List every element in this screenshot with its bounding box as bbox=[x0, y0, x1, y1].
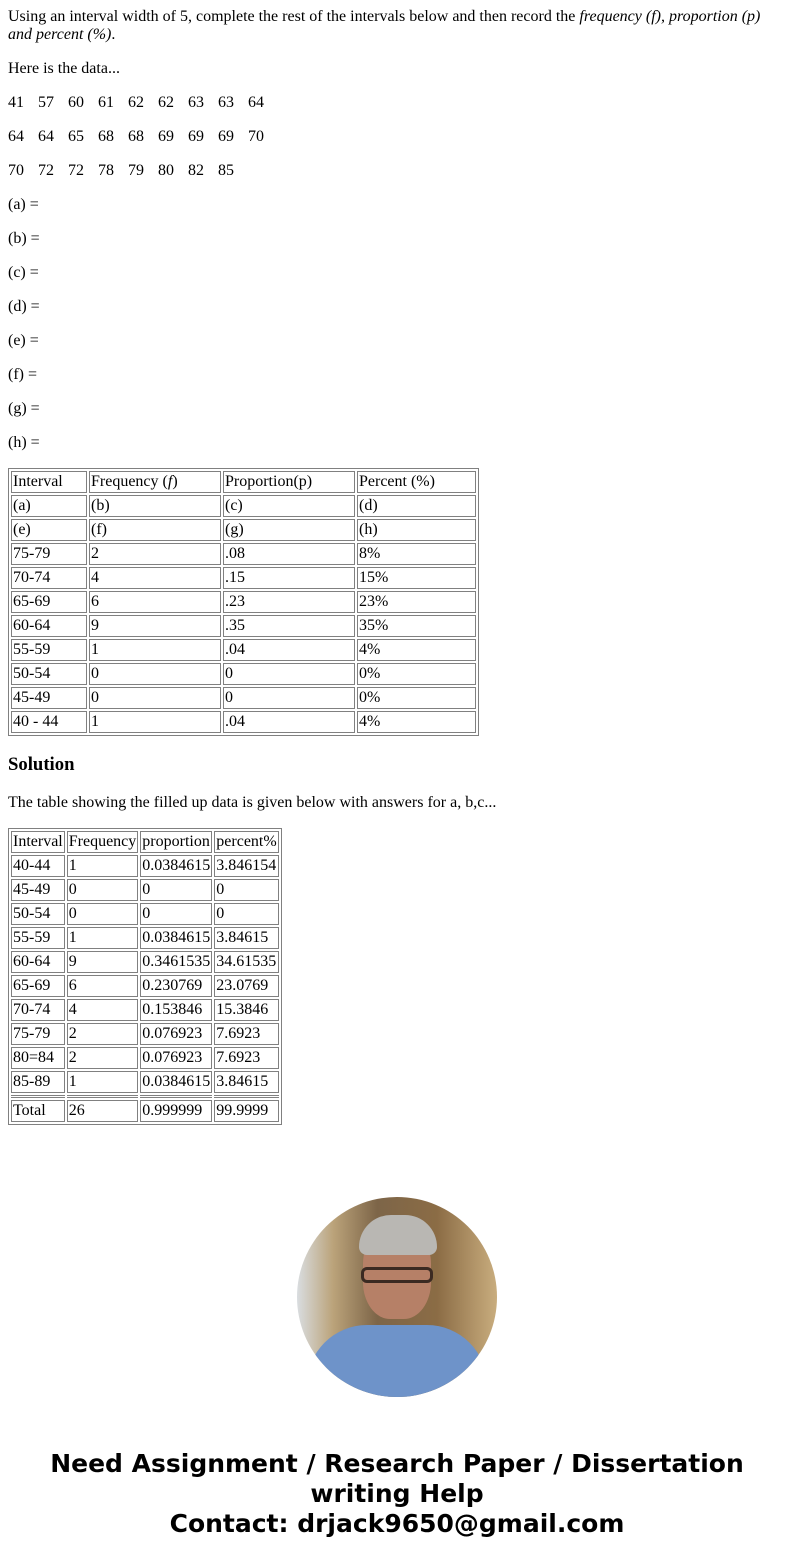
table-cell: .35 bbox=[223, 615, 355, 637]
solution-table bbox=[8, 828, 282, 1125]
table-cell: 4% bbox=[357, 711, 476, 733]
table-cell: 50-54 bbox=[11, 903, 65, 925]
table-row bbox=[11, 687, 476, 709]
table-cell: 55-59 bbox=[11, 927, 65, 949]
table-cell: 7.6923 bbox=[214, 1047, 278, 1069]
table-row bbox=[11, 1071, 279, 1093]
data-value: 62 bbox=[158, 94, 174, 111]
contact-email: Contact: drjack9650@gmail.com bbox=[169, 1509, 625, 1538]
table-cell: 40-44 bbox=[11, 855, 65, 877]
table-cell: 70-74 bbox=[11, 999, 65, 1021]
data-value: 69 bbox=[188, 128, 204, 145]
data-row bbox=[8, 162, 786, 180]
table-cell: percent% bbox=[214, 831, 278, 853]
table-cell: 45-49 bbox=[11, 879, 65, 901]
table-cell: 1 bbox=[67, 855, 139, 877]
table-cell: 60-64 bbox=[11, 951, 65, 973]
table-cell: 4 bbox=[89, 567, 221, 589]
table-row bbox=[11, 975, 279, 997]
table-cell: (a) bbox=[11, 495, 87, 517]
table-cell: (e) bbox=[11, 519, 87, 541]
table-cell: (c) bbox=[223, 495, 355, 517]
table-cell: Interval bbox=[11, 471, 87, 493]
answer-blank: (g) = bbox=[8, 400, 40, 417]
table-cell: Total bbox=[11, 1100, 65, 1122]
table-cell: Frequency bbox=[67, 831, 139, 853]
table-cell: 15.3846 bbox=[214, 999, 278, 1021]
table-cell: 0.999999 bbox=[140, 1100, 212, 1122]
table-cell: 0% bbox=[357, 687, 476, 709]
data-value: 63 bbox=[188, 94, 204, 111]
table-cell: 3.84615 bbox=[214, 927, 278, 949]
table-cell: 0 bbox=[214, 879, 278, 901]
table-cell: 23% bbox=[357, 591, 476, 613]
data-value: 64 bbox=[38, 128, 54, 145]
data-value: 68 bbox=[98, 128, 114, 145]
table-cell: (g) bbox=[223, 519, 355, 541]
table-cell: 0.153846 bbox=[140, 999, 212, 1021]
data-value: 78 bbox=[98, 162, 114, 179]
table-cell: 80=84 bbox=[11, 1047, 65, 1069]
table-row bbox=[11, 639, 476, 661]
table-cell: 99.9999 bbox=[214, 1100, 278, 1122]
table-cell: 35% bbox=[357, 615, 476, 637]
table-cell: 0.0384615 bbox=[140, 927, 212, 949]
data-value: 64 bbox=[248, 94, 264, 111]
data-value: 72 bbox=[68, 162, 84, 179]
table-cell: 2 bbox=[67, 1047, 139, 1069]
table-cell: 1 bbox=[89, 639, 221, 661]
table-cell: 0.230769 bbox=[140, 975, 212, 997]
table-row bbox=[11, 543, 476, 565]
data-value: 41 bbox=[8, 94, 24, 111]
table-cell: 8% bbox=[357, 543, 476, 565]
question-table bbox=[8, 468, 479, 736]
data-row bbox=[8, 128, 786, 146]
solution-heading: Solution bbox=[8, 754, 75, 775]
data-label: Here is the data... bbox=[8, 60, 120, 77]
table-row bbox=[11, 855, 279, 877]
table-cell: 0 bbox=[223, 663, 355, 685]
table-cell: 75-79 bbox=[11, 1023, 65, 1045]
table-row bbox=[11, 1023, 279, 1045]
table-cell: 75-79 bbox=[11, 543, 87, 565]
table-cell: 15% bbox=[357, 567, 476, 589]
table-cell: (f) bbox=[89, 519, 221, 541]
data-value: 63 bbox=[218, 94, 234, 111]
table-cell: 1 bbox=[67, 1071, 139, 1093]
table-cell: 50-54 bbox=[11, 663, 87, 685]
answer-blank: (f) = bbox=[8, 366, 38, 383]
data-value: 68 bbox=[128, 128, 144, 145]
table-cell: 6 bbox=[67, 975, 139, 997]
table-cell: 26 bbox=[67, 1100, 139, 1122]
table-cell: .04 bbox=[223, 711, 355, 733]
data-value: 62 bbox=[128, 94, 144, 111]
table-cell: 65-69 bbox=[11, 975, 65, 997]
solution-text: The table showing the filled up data is given below with answers for a, b,c... bbox=[8, 794, 497, 811]
table-row bbox=[11, 951, 279, 973]
table-cell: Frequency (f) bbox=[89, 471, 221, 493]
table-cell: 4 bbox=[67, 999, 139, 1021]
table-cell: 40 - 44 bbox=[11, 711, 87, 733]
table-row bbox=[11, 1100, 279, 1122]
data-value: 79 bbox=[128, 162, 144, 179]
table-row bbox=[11, 495, 476, 517]
table-row bbox=[11, 711, 476, 733]
table-cell: 0 bbox=[140, 879, 212, 901]
table-row bbox=[11, 471, 476, 493]
table-cell: 70-74 bbox=[11, 567, 87, 589]
table-row bbox=[11, 591, 476, 613]
table-cell: 85-89 bbox=[11, 1071, 65, 1093]
data-value: 57 bbox=[38, 94, 54, 111]
table-row bbox=[11, 999, 279, 1021]
table-cell: 0.076923 bbox=[140, 1023, 212, 1045]
table-cell: (h) bbox=[357, 519, 476, 541]
table-cell: 0.0384615 bbox=[140, 1071, 212, 1093]
data-value: 65 bbox=[68, 128, 84, 145]
data-value: 70 bbox=[248, 128, 264, 145]
table-cell: Proportion(p) bbox=[223, 471, 355, 493]
data-value: 85 bbox=[218, 162, 234, 179]
table-cell: 0 bbox=[89, 687, 221, 709]
table-row bbox=[11, 879, 279, 901]
table-cell: 9 bbox=[67, 951, 139, 973]
table-cell: Interval bbox=[11, 831, 65, 853]
data-value: 69 bbox=[158, 128, 174, 145]
table-cell: 1 bbox=[89, 711, 221, 733]
table-cell: 23.0769 bbox=[214, 975, 278, 997]
data-value: 80 bbox=[158, 162, 174, 179]
table-row bbox=[11, 519, 476, 541]
table-cell: (d) bbox=[357, 495, 476, 517]
table-cell: 0 bbox=[223, 687, 355, 709]
table-cell: Percent (%) bbox=[357, 471, 476, 493]
table-cell: 60-64 bbox=[11, 615, 87, 637]
table-cell: 0.3461535 bbox=[140, 951, 212, 973]
footer-banner: Need Assignment / Research Paper / Dissertation writing Help Contact: drjack9650@gmail.com bbox=[8, 1449, 786, 1539]
table-row bbox=[11, 1047, 279, 1069]
total-separator bbox=[11, 1095, 279, 1098]
data-value: 60 bbox=[68, 94, 84, 111]
table-cell: 0% bbox=[357, 663, 476, 685]
data-value: 72 bbox=[38, 162, 54, 179]
answer-blank: (b) = bbox=[8, 230, 40, 247]
answer-blank: (a) = bbox=[8, 196, 39, 213]
data-value: 70 bbox=[8, 162, 24, 179]
table-cell: 6 bbox=[89, 591, 221, 613]
table-cell: 7.6923 bbox=[214, 1023, 278, 1045]
data-row bbox=[8, 94, 786, 112]
table-cell: .23 bbox=[223, 591, 355, 613]
answer-blank: (e) = bbox=[8, 332, 39, 349]
table-cell: 2 bbox=[67, 1023, 139, 1045]
table-cell: .04 bbox=[223, 639, 355, 661]
table-cell: 3.846154 bbox=[214, 855, 278, 877]
table-cell: 0 bbox=[214, 903, 278, 925]
table-cell: 34.61535 bbox=[214, 951, 278, 973]
answer-blank: (c) = bbox=[8, 264, 39, 281]
author-avatar bbox=[297, 1197, 497, 1397]
table-row bbox=[11, 615, 476, 637]
table-row bbox=[11, 927, 279, 949]
table-cell: 4% bbox=[357, 639, 476, 661]
table-cell: 2 bbox=[89, 543, 221, 565]
data-value: 69 bbox=[218, 128, 234, 145]
table-row bbox=[11, 567, 476, 589]
table-cell: 55-59 bbox=[11, 639, 87, 661]
table-cell: 1 bbox=[67, 927, 139, 949]
table-cell: 0 bbox=[67, 879, 139, 901]
table-cell: 0.0384615 bbox=[140, 855, 212, 877]
table-cell: 0 bbox=[140, 903, 212, 925]
table-cell: 65-69 bbox=[11, 591, 87, 613]
table-cell: 9 bbox=[89, 615, 221, 637]
table-cell: proportion bbox=[140, 831, 212, 853]
table-cell: 45-49 bbox=[11, 687, 87, 709]
table-cell: .15 bbox=[223, 567, 355, 589]
data-value: 82 bbox=[188, 162, 204, 179]
data-value: 64 bbox=[8, 128, 24, 145]
table-cell: .08 bbox=[223, 543, 355, 565]
answer-blank: (h) = bbox=[8, 434, 40, 451]
table-row bbox=[11, 903, 279, 925]
table-cell: 0 bbox=[89, 663, 221, 685]
table-row bbox=[11, 831, 279, 853]
intro-text: Using an interval width of 5, complete the rest of the intervals below and then record the frequency (f), proportion (p) and percent (%). bbox=[8, 8, 761, 43]
table-cell: 0.076923 bbox=[140, 1047, 212, 1069]
data-value: 61 bbox=[98, 94, 114, 111]
table-cell: 0 bbox=[67, 903, 139, 925]
table-row bbox=[11, 663, 476, 685]
answer-blank: (d) = bbox=[8, 298, 40, 315]
table-cell: 3.84615 bbox=[214, 1071, 278, 1093]
table-cell: (b) bbox=[89, 495, 221, 517]
